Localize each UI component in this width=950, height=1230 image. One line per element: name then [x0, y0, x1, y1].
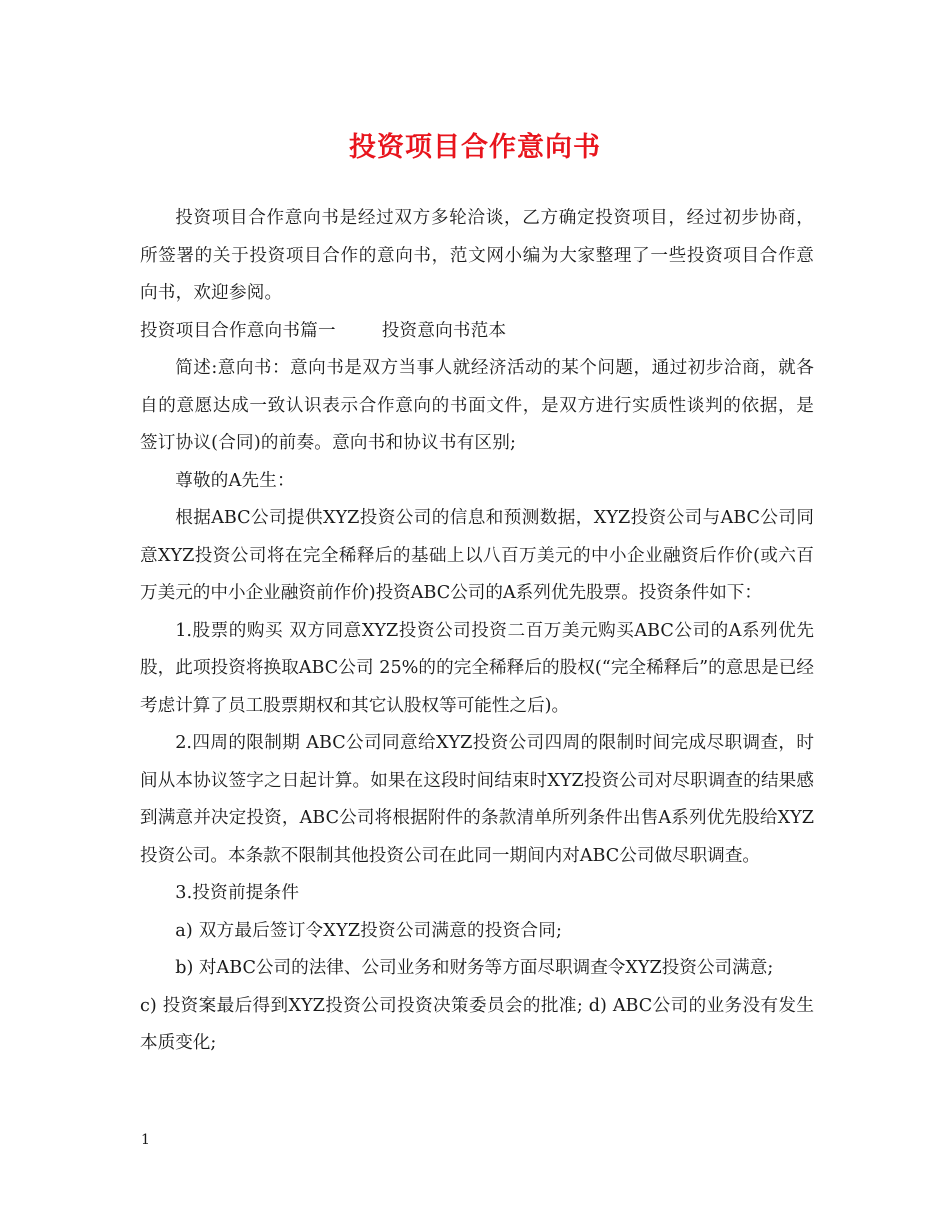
document-body [140, 200, 814, 1063]
clause-3: 3.投资前提条件 [175, 883, 300, 903]
clause-3cd: c) 投资案最后得到XYZ投资公司投资决策委员会的批准; d) ABC公司的业务没有发生本质变化; [140, 995, 814, 1053]
main-paragraph: 根据ABC公司提供XYZ投资公司的信息和预测数据，XYZ投资公司与ABC公司同意XYZ投资公司将在完全稀释后的基础上以八百万美元的中小企业融资后作价(或六百万美元的中小企业融资前作价)投资ABC公司的A系列优先股票。投资条件如下： [140, 508, 814, 603]
clause-2: 2.四周的限制期 ABC公司同意给XYZ投资公司四周的限制时间完成尽职调查，时间从本协议签字之日起计算。如果在这段时间结束时XYZ投资公司对尽职调查的结果感到满意并决定投资，ABC公司将根据附件的条款清单所列条件出售A系列优先股给XYZ投资公司。本条款不限制其他投资公司在此同一期间内对ABC公司做尽职调查。 [140, 733, 814, 866]
section-heading-part-b: 投资意向书范本 [381, 320, 507, 341]
document-title: 投资项目合作意向书 [349, 132, 601, 163]
greeting-line: 尊敬的A先生： [175, 470, 295, 491]
summary-paragraph: 简述:意向书：意向书是双方当事人就经济活动的某个问题，通过初步洽商，就各自的意愿达成一致认识表示合作意向的书面文件，是双方进行实质性谈判的依据，是签订协议(合同)的前奏。意向书和协议书有区别; [140, 358, 814, 453]
clause-3b: b) 对ABC公司的法律、公司业务和财务等方面尽职调查令XYZ投资公司满意; [175, 958, 774, 978]
clause-3a: a) 双方最后签订令XYZ投资公司满意的投资合同; [175, 920, 563, 941]
intro-paragraph: 投资项目合作意向书是经过双方多轮洽谈，乙方确定投资项目，经过初步协商，所签署的关于投资项目合作的意向书，范文网小编为大家整理了一些投资项目合作意向书，欢迎参阅。 [140, 208, 814, 303]
section-heading-part-a: 投资项目合作意向书篇一 [140, 320, 336, 341]
section-heading [140, 313, 814, 351]
page-number: 1 [141, 1132, 150, 1148]
clause-1: 1.股票的购买 双方同意XYZ投资公司投资二百万美元购买ABC公司的A系列优先股，此项投资将换取ABC公司 25%的的完全稀释后的股权(“完全稀释后”的意思是已经考虑计算了员工股票期权和其它认股权等可能性之后)。 [140, 620, 814, 716]
